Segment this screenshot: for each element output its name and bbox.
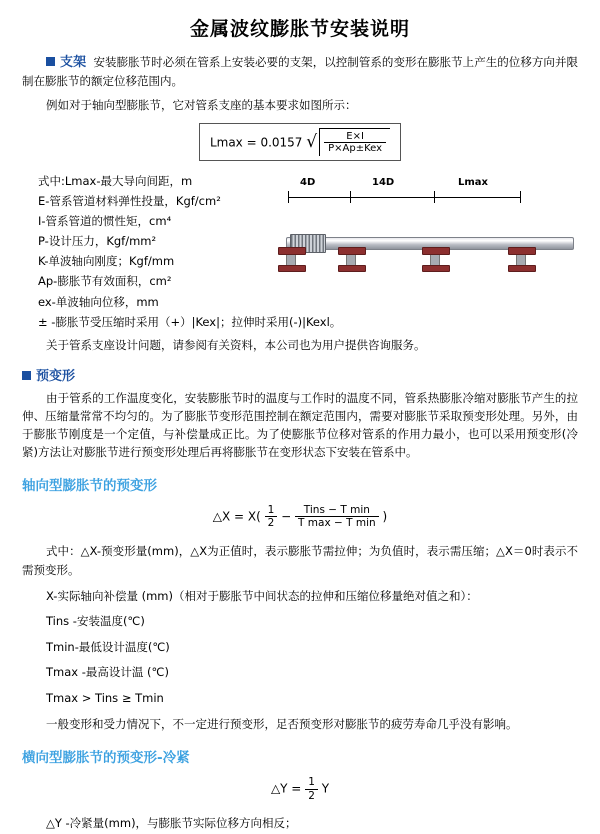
dimension-label-lmax: Lmax [458, 176, 488, 188]
axial-note: Tins -安装温度(℃) [46, 614, 145, 629]
support-cap [278, 247, 306, 255]
pipe-support-anchor [278, 247, 304, 269]
section-lateral-heading: 横向型膨胀节的预变形-冷紧 [22, 750, 190, 767]
sqrt-icon: √ [306, 132, 318, 153]
lateral-formula [22, 776, 578, 802]
axial-note: X-实际轴向补偿量 (mm)（相对于膨胀节中间状态的拉伸和压缩位移量绝对值之和）： [46, 588, 478, 603]
support-leg [516, 255, 526, 265]
lateral-half-denominator: 2 [308, 789, 315, 802]
legend-item: 式中:Lmax-最大导向间距，m [38, 173, 193, 188]
axial-note: Tmax > Tins ≥ Tmin [46, 690, 164, 705]
support-base [338, 265, 366, 272]
blue-square-icon [46, 57, 55, 66]
lmax-fraction-denominator: P×Ap±Kex [328, 143, 383, 155]
support-leg [346, 255, 356, 265]
lateral-formula-rhs: Y [321, 781, 330, 796]
legend-item: Ap-膨胀节有效面积，cm² [38, 274, 172, 289]
section-predeform-heading-line [22, 365, 578, 384]
pipe-assembly [272, 211, 578, 281]
support-leg [430, 255, 440, 265]
support-cap [508, 247, 536, 255]
dimension-tick [288, 191, 289, 203]
pipe-support-guide [508, 247, 534, 269]
dimension-label-14d: 14D [372, 176, 395, 188]
section-support-para1: 安装膨胀节时必须在管系上安装必要的支架，以控制管系的变形在膨胀节上产生的位移方向并限制在膨胀节的额定位移范围内。 [22, 55, 578, 89]
axial-formula-minus: − [281, 509, 292, 524]
dimension-arrow-4d [288, 197, 350, 198]
diagram-dimension-arrows [272, 191, 578, 207]
axial-note: Tmax -最高设计温 (℃) [46, 665, 169, 680]
support-leg [286, 255, 296, 265]
support-base [278, 265, 306, 272]
support-cap [338, 247, 366, 255]
dimension-tick [520, 191, 521, 203]
section-support-para3: 关于管系支座设计问题，请参阅有关资料，本公司也为用户提供咨询服务。 [46, 338, 426, 353]
axial-formula-half [265, 504, 278, 530]
pipe-support-diagram [272, 177, 578, 297]
document-page [0, 14, 600, 831]
lmax-formula-radicand [319, 128, 390, 156]
support-cap [422, 247, 450, 255]
lmax-formula [22, 123, 578, 161]
axial-half-denominator: 2 [267, 517, 275, 530]
legend-item: P-设计压力，Kgf/mm² [38, 234, 157, 249]
section-predeform-para1: 由于管系的工作温度变化，安装膨胀节时的温度与工作时的温度不同，管系热膨胀冷缩对膨胀节产生的拉伸、压缩量常常不均匀的。为了膨胀节变形范围控制在额定范围内，需要对膨胀节采取预变形处理。另外，由于膨胀节刚度是一个定值，与补偿量成正比。为了使膨胀节位移对管系的作用力最小，也可以采用预变形(冷紧)方法让对膨胀节进行预变形处理后再将膨胀节在变形状态下安装在管系中。 [22, 391, 578, 459]
support-base [508, 265, 536, 272]
lmax-formula-lhs: Lmax = 0.0157 [209, 135, 303, 150]
section-support-heading: 支架 [60, 55, 87, 70]
section-support-heading-line [22, 53, 578, 91]
section-support-para2: 例如对于轴向型膨胀节，它对管系支座的基本要求如图所示： [46, 97, 357, 112]
lateral-half-numerator: 1 [305, 776, 318, 790]
axial-formula-temp-fraction [295, 504, 379, 530]
lmax-fraction [324, 131, 386, 155]
axial-note: Tmin-最低设计温度(℃) [46, 639, 170, 654]
section-axial-heading: 轴向型膨胀节的预变形 [22, 477, 157, 494]
document-body [0, 53, 600, 834]
legend-item: I-管系管道的惯性矩，cm⁴ [38, 214, 172, 229]
page-title: 金属波纹膨胀节安装说明 [189, 18, 410, 40]
lmax-legend [22, 171, 272, 312]
lmax-formula-box [199, 123, 401, 161]
support-base [422, 265, 450, 272]
lmax-fraction-numerator: E×I [324, 131, 386, 144]
axial-formula-lhs: △X = X( [212, 509, 261, 524]
lateral-formula-lhs: △Y = [270, 781, 302, 796]
section-predeform-heading: 预变形 [36, 369, 76, 385]
axial-note: 式中：△X-预变形量(mm)，△X为正值时，表示膨胀节需拉伸；为负值时，表示需压缩；△X＝0时表示不需预变形。 [22, 543, 578, 578]
legend-item-pm: ± -膨胀节受压缩时采用（+）|Kex|；拉伸时采用(-)|Kexl。 [38, 314, 342, 329]
axial-half-numerator: 1 [265, 504, 278, 518]
axial-temp-numerator: Tins − T min [295, 504, 379, 518]
pipe-support-guide [422, 247, 448, 269]
dimension-label-4d: 4D [300, 176, 316, 188]
legend-item: ex-单波轴向位移，mm [38, 294, 159, 309]
legend-item: K-单波轴向刚度；Kgf/mm [38, 254, 175, 269]
axial-formula [22, 504, 578, 530]
legend-item: E-管系管道材料弹性投量，Kgf/cm² [38, 193, 221, 208]
legend-and-diagram [22, 171, 578, 312]
lateral-note: △Y -冷紧量(mm)，与膨胀节实际位移方向相反； [46, 816, 297, 831]
axial-note: 一般变形和受力情况下，不一定进行预变形，足否预变形对膨胀节的疲劳寿命几乎没有影响。 [46, 716, 518, 731]
dimension-arrow-14d [350, 197, 434, 198]
blue-square-icon [22, 371, 31, 380]
dimension-arrow-lmax [434, 197, 520, 198]
diagram-dimension-labels [272, 177, 578, 191]
pipe-support-guide [338, 247, 364, 269]
lateral-formula-half [305, 776, 318, 802]
axial-formula-rhs: ) [382, 509, 388, 524]
axial-temp-denominator: T max − T min [298, 517, 376, 530]
